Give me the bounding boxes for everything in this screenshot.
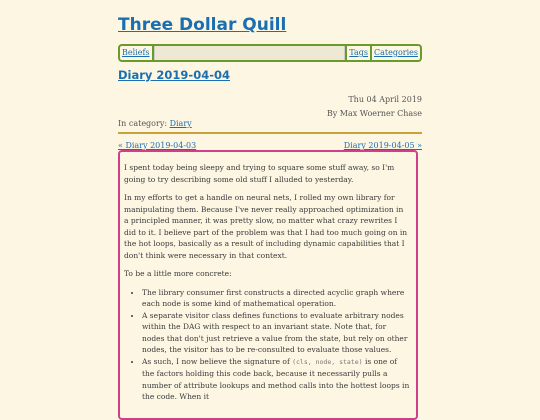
paragraph: To be a little more concrete: bbox=[124, 269, 232, 278]
top-nav-bar bbox=[118, 44, 422, 62]
post-title-link[interactable]: Diary 2019-04-04 bbox=[118, 68, 230, 82]
list-item-text: is one of the factors holding this code back, because it necessarily pulls a number of attribute lookups and method calls into the hottest loops in the code. When it bbox=[142, 356, 410, 401]
nav-tags-link[interactable]: Tags bbox=[349, 48, 368, 57]
list-item: • A separate visitor class defines functions to evaluate arbitrary nodes within the DAG with respect to an invariant state. Note that, for nodes that don't just retrieve a value from the state, but rely on other nodes, the visitor has to be re-consulted to evaluate those values. bbox=[142, 310, 410, 356]
header-divider bbox=[118, 132, 422, 134]
category-diary-link[interactable]: Diary bbox=[169, 119, 192, 128]
nav-spacer bbox=[154, 46, 346, 60]
next-post-link[interactable]: Diary 2019-04-05 » bbox=[343, 141, 422, 150]
article-body bbox=[118, 150, 418, 420]
inline-code: (cls, node, state) bbox=[292, 357, 363, 366]
post-category bbox=[118, 119, 192, 128]
nav-beliefs-link[interactable]: Beliefs bbox=[122, 48, 150, 57]
post-author: By Max Woerner Chase bbox=[326, 109, 422, 118]
previous-post-link[interactable]: « Diary 2019-04-03 bbox=[118, 141, 197, 150]
list-item-text: As such, I now believe the signature of bbox=[142, 356, 293, 366]
list-item: • The library consumer first constructs a directed acyclic graph where each node is some kind of mathematical operation. bbox=[142, 287, 410, 310]
paragraph: In my efforts to get a handle on neural nets, I rolled my own library for manipulating them. Because I've never really approached optimization in a principled manner, it was pretty slow, no matter what crazy rewrites I did to it. I believe part of the problem was that I had too much going on in the hot loops, basically as a result of including dynamic capabilities that I don't think were necessary in that context. bbox=[124, 193, 408, 260]
site-title-link[interactable]: Three Dollar Quill bbox=[118, 15, 287, 35]
list-item bbox=[142, 356, 410, 403]
post-date: Thu 04 April 2019 bbox=[348, 95, 422, 104]
bullet-list bbox=[124, 287, 410, 403]
nav-categories-link[interactable]: Categories bbox=[374, 48, 418, 57]
paragraph: I spent today being sleepy and trying to square some stuff away, so I'm going to try describing some old stuff I alluded to yesterday. bbox=[124, 163, 395, 184]
category-prefix: In category: bbox=[118, 119, 170, 128]
